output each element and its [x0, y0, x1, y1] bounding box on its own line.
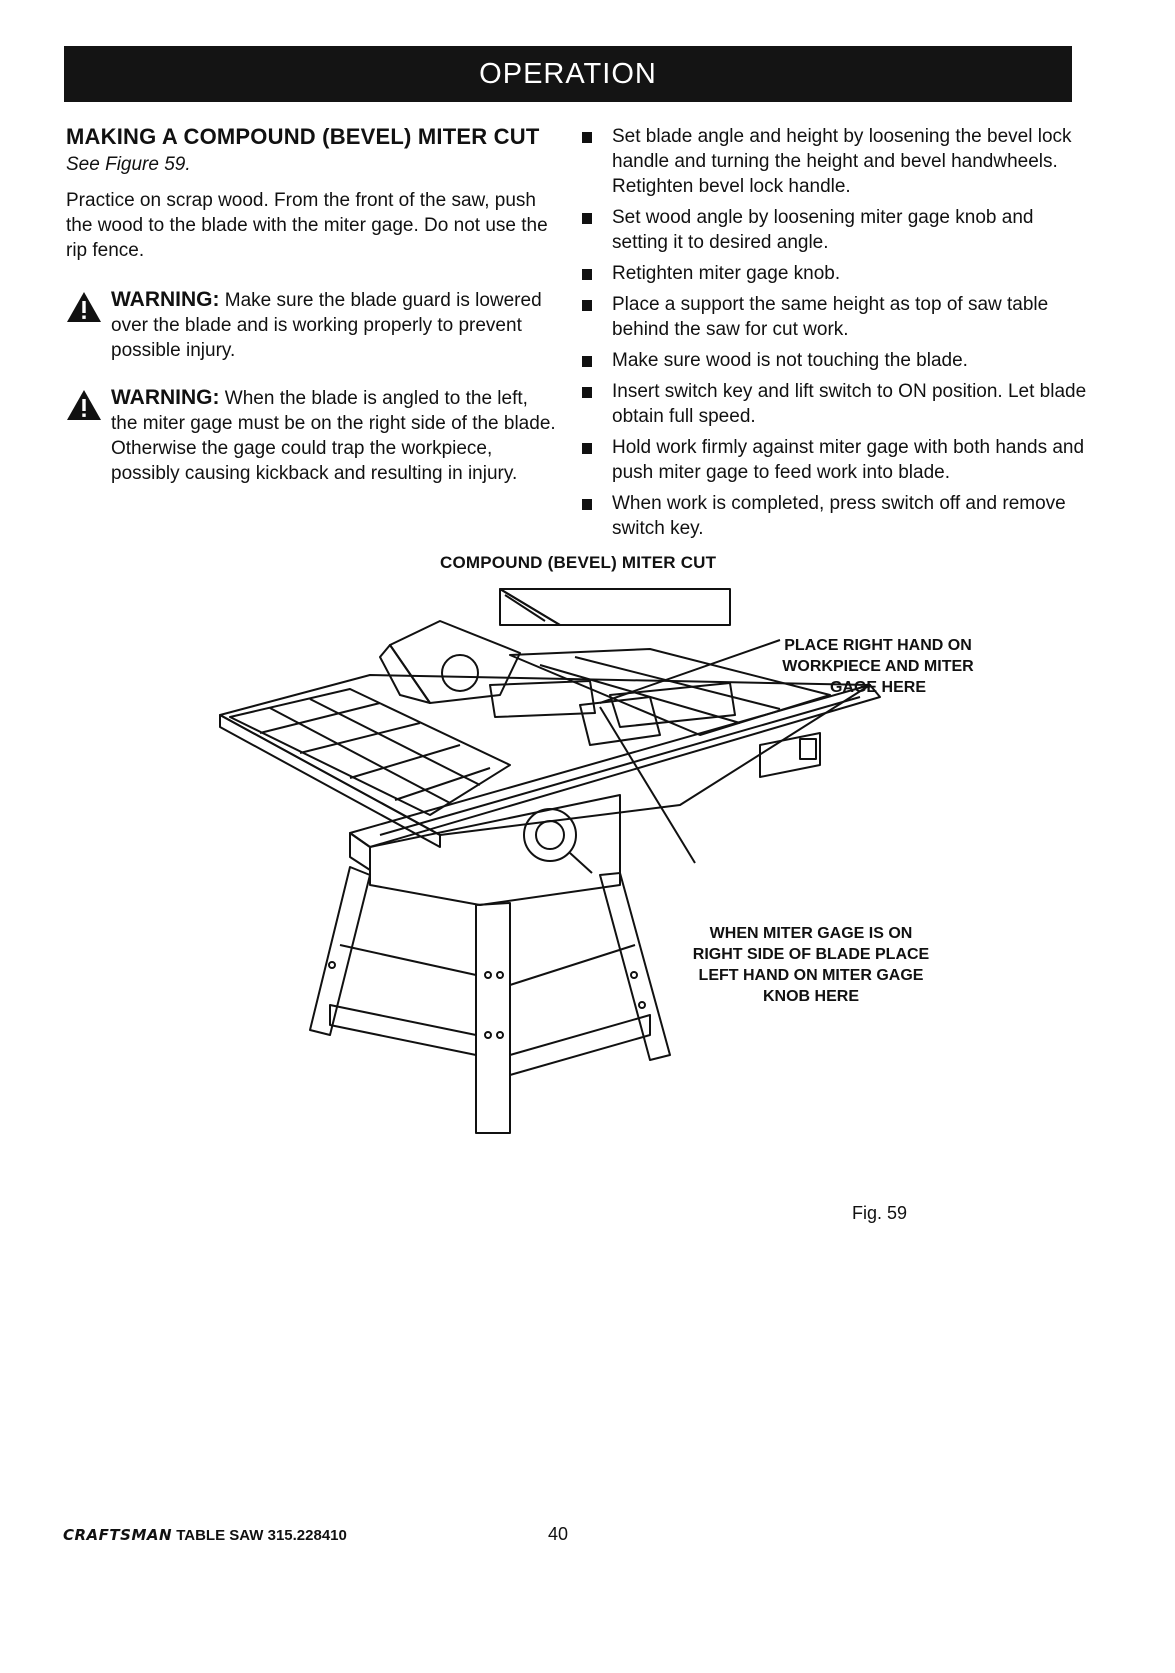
- warning-2: [66, 385, 556, 486]
- figure-reference: See Figure 59.: [66, 154, 191, 175]
- callout-leader-left-hand: [600, 707, 695, 863]
- bullet-icon: [582, 356, 592, 367]
- callout-right-hand: PLACE RIGHT HAND ON WORKPIECE AND MITER GAGE HERE: [782, 637, 974, 696]
- page-number: 40: [548, 1524, 569, 1544]
- list-item: [582, 261, 1092, 286]
- bullet-icon: [582, 213, 592, 224]
- step-text: Set blade angle and height by loosening the bevel lock handle and turning the height and bevel handwheels. Retighten bevel lock handle.: [612, 126, 1072, 197]
- left-column: [66, 124, 556, 508]
- right-column: [582, 124, 1092, 547]
- intro-paragraph: Practice on scrap wood. From the front of the saw, push the wood to the blade with the miter gage. Do not use the rip fence.: [66, 190, 548, 261]
- bullet-icon: [582, 499, 592, 510]
- warning-triangle-icon: [66, 389, 102, 421]
- figure-title: COMPOUND (BEVEL) MITER CUT: [440, 553, 717, 572]
- step-text: Make sure wood is not touching the blade.: [612, 350, 968, 371]
- step-text: Place a support the same height as top of saw table behind the saw for cut work.: [612, 294, 1049, 340]
- section-heading: MAKING A COMPOUND (BEVEL) MITER CUT: [66, 124, 540, 149]
- warning-1: [66, 287, 556, 363]
- list-item: [582, 124, 1092, 199]
- saw-legs: [310, 867, 670, 1133]
- bullet-icon: [582, 269, 592, 280]
- bullet-icon: [582, 387, 592, 398]
- warning-label: WARNING:: [111, 288, 220, 311]
- model-text: TABLE SAW 315.228410: [176, 1527, 347, 1544]
- step-text: Hold work firmly against miter gage with both hands and push miter gage to feed work into blade.: [612, 437, 1085, 483]
- figure-number: Fig. 59: [852, 1203, 908, 1223]
- list-item: [582, 348, 1092, 373]
- saw-cabinet: [370, 795, 620, 905]
- list-item: [582, 292, 1092, 342]
- step-text: Insert switch key and lift switch to ON position. Let blade obtain full speed.: [612, 381, 1087, 427]
- bullet-icon: [582, 443, 592, 454]
- list-item: [582, 205, 1092, 255]
- step-text: When work is completed, press switch off and remove switch key.: [612, 493, 1066, 539]
- warning-triangle-icon: [66, 291, 102, 323]
- switch-box: [760, 733, 820, 777]
- blade-guard: [380, 621, 520, 703]
- workpiece: [490, 681, 735, 745]
- brand-logo: CRAFTSMAN: [63, 1526, 173, 1544]
- bullet-icon: [582, 300, 592, 311]
- bullet-icon: [582, 132, 592, 143]
- warning-label: WARNING:: [111, 386, 220, 409]
- warning-text: Make sure the blade guard is lowered over the blade and is working properly to prevent possible injury.: [111, 290, 542, 361]
- warning-text: When the blade is angled to the left, the miter gage must be on the right side of the blade. Otherwise the gage could trap the workpiece, possibly causing kickback and resulting in injury.: [111, 388, 556, 484]
- list-item: [582, 491, 1092, 541]
- list-item: [582, 379, 1092, 429]
- callout-left-hand: WHEN MITER GAGE IS ON RIGHT SIDE OF BLADE PLACE LEFT HAND ON MITER GAGE KNOB HERE: [692, 925, 930, 1005]
- list-item: [582, 435, 1092, 485]
- footer-model: [63, 1526, 347, 1544]
- steps-list: [582, 124, 1092, 541]
- step-text: Set wood angle by loosening miter gage knob and setting it to desired angle.: [612, 207, 1034, 253]
- section-banner: OPERATION: [64, 46, 1072, 102]
- support-block: [500, 589, 730, 625]
- step-text: Retighten miter gage knob.: [612, 263, 841, 284]
